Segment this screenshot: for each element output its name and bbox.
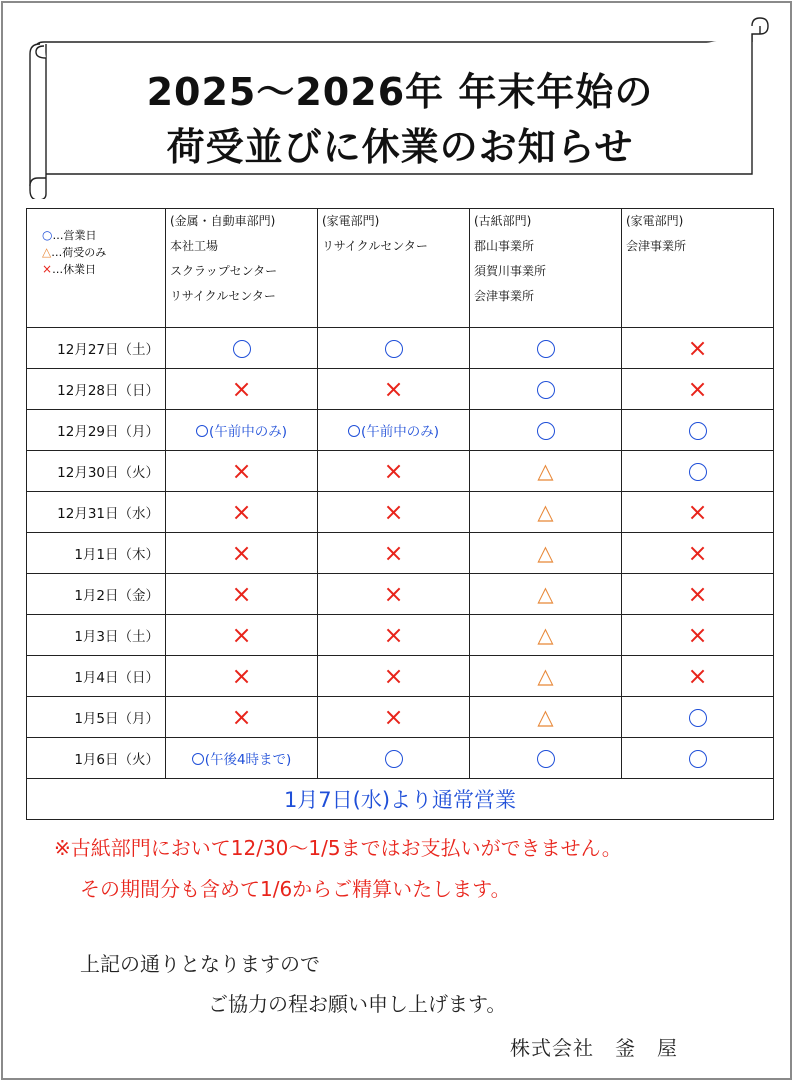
- schedule-row: [27, 533, 774, 574]
- open-circle-icon: [537, 381, 555, 399]
- dept-header-appliance-aizu: [622, 209, 774, 328]
- dept-location: 須賀川事業所: [474, 264, 547, 278]
- legend-closed-label: …休業日: [52, 263, 97, 276]
- schedule-row: [27, 574, 774, 615]
- date-cell: 12月31日（水）: [27, 492, 166, 533]
- status-cell: [318, 574, 470, 615]
- status-cell: [318, 697, 470, 738]
- receive-symbol-icon: △: [42, 245, 52, 259]
- open-circle-icon: [689, 422, 707, 440]
- closed-cross-icon: ×: [231, 375, 252, 403]
- open-circle-icon: [537, 750, 555, 768]
- closed-cross-icon: ×: [687, 498, 708, 526]
- status-cell: [318, 451, 470, 492]
- warning-line-2: その期間分も含めて1/6からご精算いたします。: [80, 877, 511, 901]
- closed-cross-icon: ×: [383, 621, 404, 649]
- status-cell: [318, 738, 470, 779]
- partial-open-note: [348, 424, 439, 440]
- dept-header-paper: [470, 209, 622, 328]
- status-cell: [622, 533, 774, 574]
- date-cell: 12月27日（土）: [27, 328, 166, 369]
- schedule-row: [27, 410, 774, 451]
- status-cell: [470, 533, 622, 574]
- status-cell: [318, 656, 470, 697]
- dept-category: (家電部門): [626, 214, 684, 228]
- closed-symbol-icon: ×: [42, 262, 53, 276]
- receive-triangle-icon: △: [537, 623, 554, 647]
- dept-location: リサイクルセンター: [322, 239, 428, 253]
- status-cell: [470, 615, 622, 656]
- legend-cell: [27, 209, 166, 328]
- closed-cross-icon: ×: [687, 334, 708, 362]
- date-cell: 1月4日（日）: [27, 656, 166, 697]
- dept-category: (古紙部門): [474, 214, 532, 228]
- schedule-row: [27, 328, 774, 369]
- legend-receive: [42, 244, 165, 261]
- open-circle-icon: [385, 340, 403, 358]
- partial-open-text: (午後4時まで): [204, 752, 292, 768]
- closing-line-2: ご協力の程お願い申し上げます。: [208, 992, 507, 1016]
- status-cell: [166, 492, 318, 533]
- schedule-row: [27, 369, 774, 410]
- status-cell: [470, 410, 622, 451]
- status-cell: [166, 410, 318, 451]
- receive-triangle-icon: △: [537, 705, 554, 729]
- status-cell: [318, 533, 470, 574]
- closed-cross-icon: ×: [383, 457, 404, 485]
- date-cell: 1月1日（木）: [27, 533, 166, 574]
- dept-header-appliance: [318, 209, 470, 328]
- partial-open-text: (午前中のみ): [360, 424, 440, 440]
- date-cell: 12月29日（月）: [27, 410, 166, 451]
- schedule-row: [27, 615, 774, 656]
- closed-cross-icon: ×: [687, 539, 708, 567]
- title-line-2: 荷受並びに休業のお知らせ: [166, 125, 634, 169]
- status-cell: [318, 615, 470, 656]
- open-circle-icon: [537, 422, 555, 440]
- status-cell: [470, 574, 622, 615]
- dept-category: (金属・自動車部門): [170, 214, 276, 228]
- status-cell: [318, 328, 470, 369]
- date-cell: 1月3日（土）: [27, 615, 166, 656]
- closed-cross-icon: ×: [231, 703, 252, 731]
- status-cell: [622, 369, 774, 410]
- closed-cross-icon: ×: [383, 662, 404, 690]
- date-cell: 12月30日（火）: [27, 451, 166, 492]
- partial-open-note: [196, 424, 287, 440]
- status-cell: [470, 656, 622, 697]
- date-cell: 1月6日（火）: [27, 738, 166, 779]
- open-symbol-icon: ○: [42, 228, 53, 242]
- status-cell: [166, 574, 318, 615]
- date-cell: 12月28日（日）: [27, 369, 166, 410]
- legend-receive-label: …荷受のみ: [51, 246, 107, 259]
- dept-header-metal: [166, 209, 318, 328]
- legend-open-label: …営業日: [52, 229, 97, 242]
- dept-location: リサイクルセンター: [170, 289, 276, 303]
- closed-cross-icon: ×: [383, 580, 404, 608]
- schedule-row: [27, 656, 774, 697]
- status-cell: [166, 738, 318, 779]
- status-cell: [318, 369, 470, 410]
- partial-open-text: (午前中のみ): [208, 424, 288, 440]
- closed-cross-icon: ×: [687, 662, 708, 690]
- closed-cross-icon: ×: [231, 539, 252, 567]
- status-cell: [622, 738, 774, 779]
- open-circle-icon: [385, 750, 403, 768]
- closed-cross-icon: ×: [687, 375, 708, 403]
- closed-cross-icon: ×: [231, 457, 252, 485]
- receive-triangle-icon: △: [537, 541, 554, 565]
- status-cell: [166, 451, 318, 492]
- open-circle-icon: [689, 463, 707, 481]
- open-circle-icon: [689, 709, 707, 727]
- partial-open-note: [192, 752, 292, 768]
- status-cell: [622, 574, 774, 615]
- open-circle-icon: [233, 340, 251, 358]
- status-cell: [622, 410, 774, 451]
- schedule-row: [27, 697, 774, 738]
- closed-cross-icon: ×: [231, 580, 252, 608]
- receive-triangle-icon: △: [537, 582, 554, 606]
- status-cell: [318, 492, 470, 533]
- closed-cross-icon: ×: [231, 621, 252, 649]
- closed-cross-icon: ×: [383, 498, 404, 526]
- status-cell: [166, 533, 318, 574]
- receive-triangle-icon: △: [537, 459, 554, 483]
- open-circle-icon: [689, 750, 707, 768]
- status-cell: [622, 328, 774, 369]
- schedule-body: [27, 328, 774, 779]
- status-cell: [166, 328, 318, 369]
- status-cell: [622, 697, 774, 738]
- status-cell: [470, 697, 622, 738]
- dept-location: 本社工場: [170, 239, 219, 253]
- status-cell: [470, 492, 622, 533]
- receive-triangle-icon: △: [537, 664, 554, 688]
- open-circle-icon: [192, 753, 204, 765]
- resume-text: 1月7日(水)より通常営業: [27, 779, 774, 820]
- status-cell: [318, 410, 470, 451]
- resume-row: [27, 779, 774, 820]
- closed-cross-icon: ×: [383, 375, 404, 403]
- status-cell: [166, 697, 318, 738]
- status-cell: [622, 492, 774, 533]
- closed-cross-icon: ×: [383, 703, 404, 731]
- header-row: [27, 209, 774, 328]
- dept-location: 会津事業所: [626, 239, 687, 253]
- status-cell: [166, 656, 318, 697]
- company-name: 株式会社 釜 屋: [510, 1036, 678, 1060]
- schedule-row: [27, 738, 774, 779]
- schedule-row: [27, 492, 774, 533]
- status-cell: [470, 738, 622, 779]
- closed-cross-icon: ×: [231, 498, 252, 526]
- closed-cross-icon: ×: [231, 662, 252, 690]
- status-cell: [470, 328, 622, 369]
- status-cell: [470, 451, 622, 492]
- title-line-1: 2025～2026年 年末年始の: [146, 70, 654, 114]
- open-circle-icon: [537, 340, 555, 358]
- status-cell: [622, 615, 774, 656]
- status-cell: [622, 656, 774, 697]
- status-cell: [166, 615, 318, 656]
- schedule-row: [27, 451, 774, 492]
- status-cell: [470, 369, 622, 410]
- dept-category: (家電部門): [322, 214, 380, 228]
- open-circle-icon: [196, 425, 208, 437]
- date-cell: 1月5日（月）: [27, 697, 166, 738]
- closed-cross-icon: ×: [383, 539, 404, 567]
- closing-line-1: 上記の通りとなりますので: [80, 952, 320, 976]
- closed-cross-icon: ×: [687, 621, 708, 649]
- date-cell: 1月2日（金）: [27, 574, 166, 615]
- legend-open: [42, 227, 165, 244]
- dept-location: スクラップセンター: [170, 264, 278, 278]
- status-cell: [166, 369, 318, 410]
- warning-line-1: ※古紙部門において12/30～1/5まではお支払いができません。: [54, 836, 622, 860]
- legend-closed: [42, 261, 165, 278]
- closed-cross-icon: ×: [687, 580, 708, 608]
- receive-triangle-icon: △: [537, 500, 554, 524]
- open-circle-icon: [348, 425, 360, 437]
- dept-location: 郡山事業所: [474, 239, 535, 253]
- dept-location: 会津事業所: [474, 289, 535, 303]
- status-cell: [622, 451, 774, 492]
- schedule-table: [26, 208, 774, 820]
